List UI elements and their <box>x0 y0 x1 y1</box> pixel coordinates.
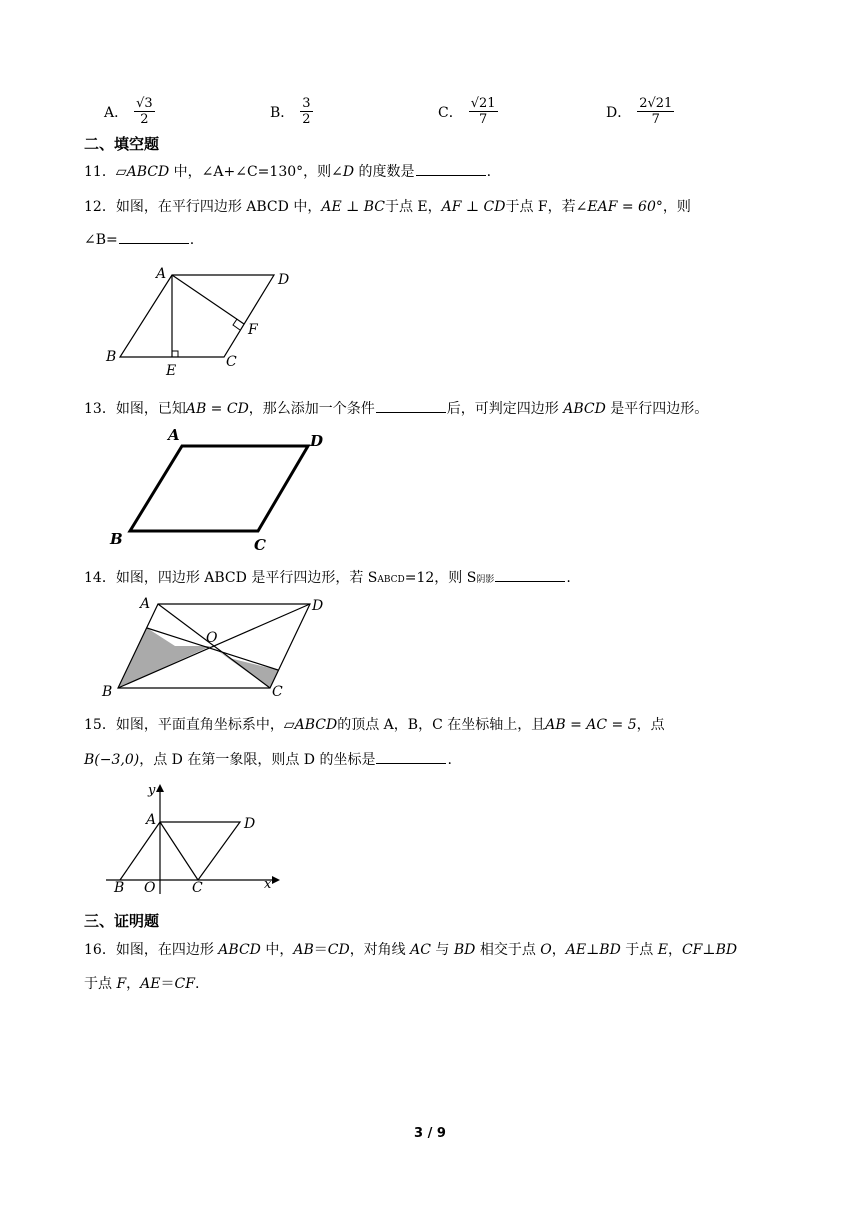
quadrilateral-abcd <box>130 446 308 531</box>
option-a-fraction: $\frac{√3}{2}$ <box>136 96 153 127</box>
question-16: 16．如图，在四边形 ABCD 中，AB＝CD，对角线 AC 与 BD 相交于点 O，AE⊥BD 于点 E，CF⊥BD <box>84 942 738 958</box>
label-c: C <box>192 880 203 896</box>
label-b: B <box>102 684 113 700</box>
option-d-fraction: $\frac{2√21}{7}$ <box>639 96 673 127</box>
option-a-label: A． <box>104 104 129 121</box>
label-o: O <box>144 880 156 896</box>
answer-blank <box>376 751 446 764</box>
page-number: 3 / 9 <box>414 1126 446 1141</box>
label-b: B <box>110 530 123 548</box>
label-y: y <box>148 783 156 798</box>
label-c: C <box>272 684 283 700</box>
question-14: 14．如图，四边形 ABCD 是平行四边形，若 SABCD=12，则 S阴影 . <box>84 570 571 586</box>
figure-12 <box>100 262 310 380</box>
label-a: A <box>146 812 157 828</box>
answer-blank <box>416 163 486 176</box>
section-proof-heading: 三、证明题 <box>84 912 160 930</box>
right-angle-e <box>172 351 178 357</box>
y-axis-arrow <box>156 784 164 792</box>
question-15: 15．如图，平面直角坐标系中，▱ABCD的顶点 A，B，C 在坐标轴上，且AB = AC = 5，点 <box>84 717 665 733</box>
triangle-abc <box>120 822 198 880</box>
label-d: D <box>310 432 324 450</box>
label-o: O <box>206 630 218 646</box>
option-b-label: B． <box>270 104 295 121</box>
label-c: C <box>254 536 266 554</box>
option-b-fraction: $\frac{3}{2}$ <box>302 96 311 127</box>
figure-15 <box>100 780 290 896</box>
parallelogram-symbol: ▱ <box>115 164 127 180</box>
parallelogram-abcd <box>120 275 274 357</box>
option-a <box>104 96 155 127</box>
segment-af <box>172 275 244 324</box>
segments-ad-dc <box>160 822 240 880</box>
option-d <box>606 96 674 127</box>
label-a: A <box>168 426 180 444</box>
x-axis-arrow <box>272 876 280 884</box>
label-a: A <box>140 596 151 612</box>
answer-blank <box>495 569 565 582</box>
figure-13 <box>104 424 344 554</box>
label-x: x <box>264 877 272 892</box>
label-e: E <box>166 363 177 379</box>
figure-14 <box>100 592 340 700</box>
option-c-label: C． <box>438 104 463 121</box>
answer-blank <box>376 400 446 413</box>
label-c: C <box>226 354 237 370</box>
question-13: 13．如图，已知AB = CD，那么添加一个条件 后，可判定四边形 ABCD 是平行四边形。 <box>84 401 709 417</box>
option-c-fraction: $\frac{√21}{7}$ <box>470 96 496 127</box>
label-d: D <box>312 598 324 614</box>
label-d: D <box>244 816 256 832</box>
label-b: B <box>106 349 117 365</box>
label-b: B <box>114 880 125 896</box>
question-12-line2: ∠B= . <box>84 232 195 248</box>
option-c <box>438 96 498 127</box>
label-f: F <box>248 322 258 338</box>
label-d: D <box>278 272 290 288</box>
option-b <box>270 96 313 127</box>
label-a: A <box>156 266 167 282</box>
answer-blank <box>119 231 189 244</box>
question-12: 12．如图，在平行四边形 ABCD 中，AE ⊥ BC于点 E，AF ⊥ CD于点 F，若∠EAF = 60°，则 <box>84 199 691 215</box>
section-fill-heading: 二、填空题 <box>84 135 160 153</box>
question-11: 11．▱ABCD 中，∠A+∠C=130°，则∠D 的度数是 . <box>84 164 492 180</box>
question-16-line2: 于点 F，AE＝CF. <box>84 976 200 992</box>
option-d-label: D． <box>606 104 632 121</box>
question-15-line2: B(−3,0)，点 D 在第一象限，则点 D 的坐标是 . <box>84 752 452 768</box>
